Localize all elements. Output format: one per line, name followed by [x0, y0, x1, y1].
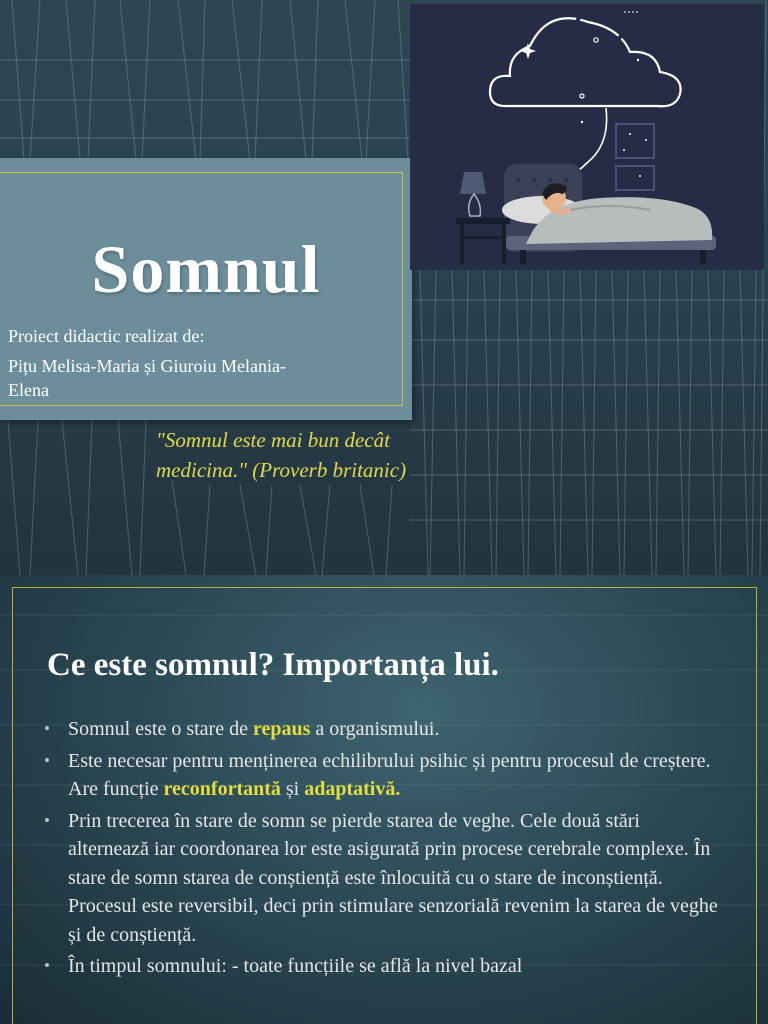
quote: [156, 425, 476, 485]
subtitle-line-1: Proiect didactic realizat de:: [8, 326, 205, 346]
bullet-icon: •: [44, 956, 50, 975]
bullet-item: • Prin trecerea în stare de somn se pierde starea de veghe. Cele două stări alternează iar coordonarea lor este asigurată prin procese cerebrale complexe. În stare de somn starea de conștiență este înlocuită cu o stare de inconștiență. Procesul este reversibil, deci prin stimulare senzorială revenim la starea de veghe și de conștiență.: [44, 807, 724, 950]
quote-line-2: medicina." (Proverb britanic): [156, 458, 407, 482]
highlight-repaus: repaus: [252, 718, 311, 740]
bullet-list: [44, 715, 724, 984]
star-icon: [520, 43, 536, 59]
bullet-item: • În timpul somnului: - toate funcțiile se află la nivel bazal: [44, 952, 724, 981]
quote-line-1: "Somnul este mai bun decât: [156, 428, 390, 452]
content-slide: [0, 575, 768, 1024]
bullet-item: • Este necesar pentru menținerea echilibrului psihic și pentru procesul de creștere. Are funcție reconfortantă și adaptativă.: [44, 747, 724, 804]
bullet-item: • Somnul este o stare de repaus a organismului.: [44, 715, 724, 744]
subtitle-line-2: Pițu Melisa-Maria și Giuroiu Melania-: [8, 356, 286, 376]
section-title: Ce este somnul? Importanța lui.: [47, 647, 499, 683]
highlight-reconfortanta: reconfortantă: [163, 778, 281, 800]
highlight-adaptativa: adaptativă.: [304, 778, 401, 800]
subtitle-line-3: Elena: [8, 380, 49, 400]
sleeping-person-illustration: [410, 4, 764, 270]
main-title: Somnul: [91, 231, 321, 307]
cloud-icon: [490, 18, 681, 106]
bullet-icon: •: [44, 810, 50, 830]
title-panel: [0, 158, 412, 420]
bullet-icon: •: [44, 719, 50, 738]
bullet-icon: •: [44, 750, 50, 770]
